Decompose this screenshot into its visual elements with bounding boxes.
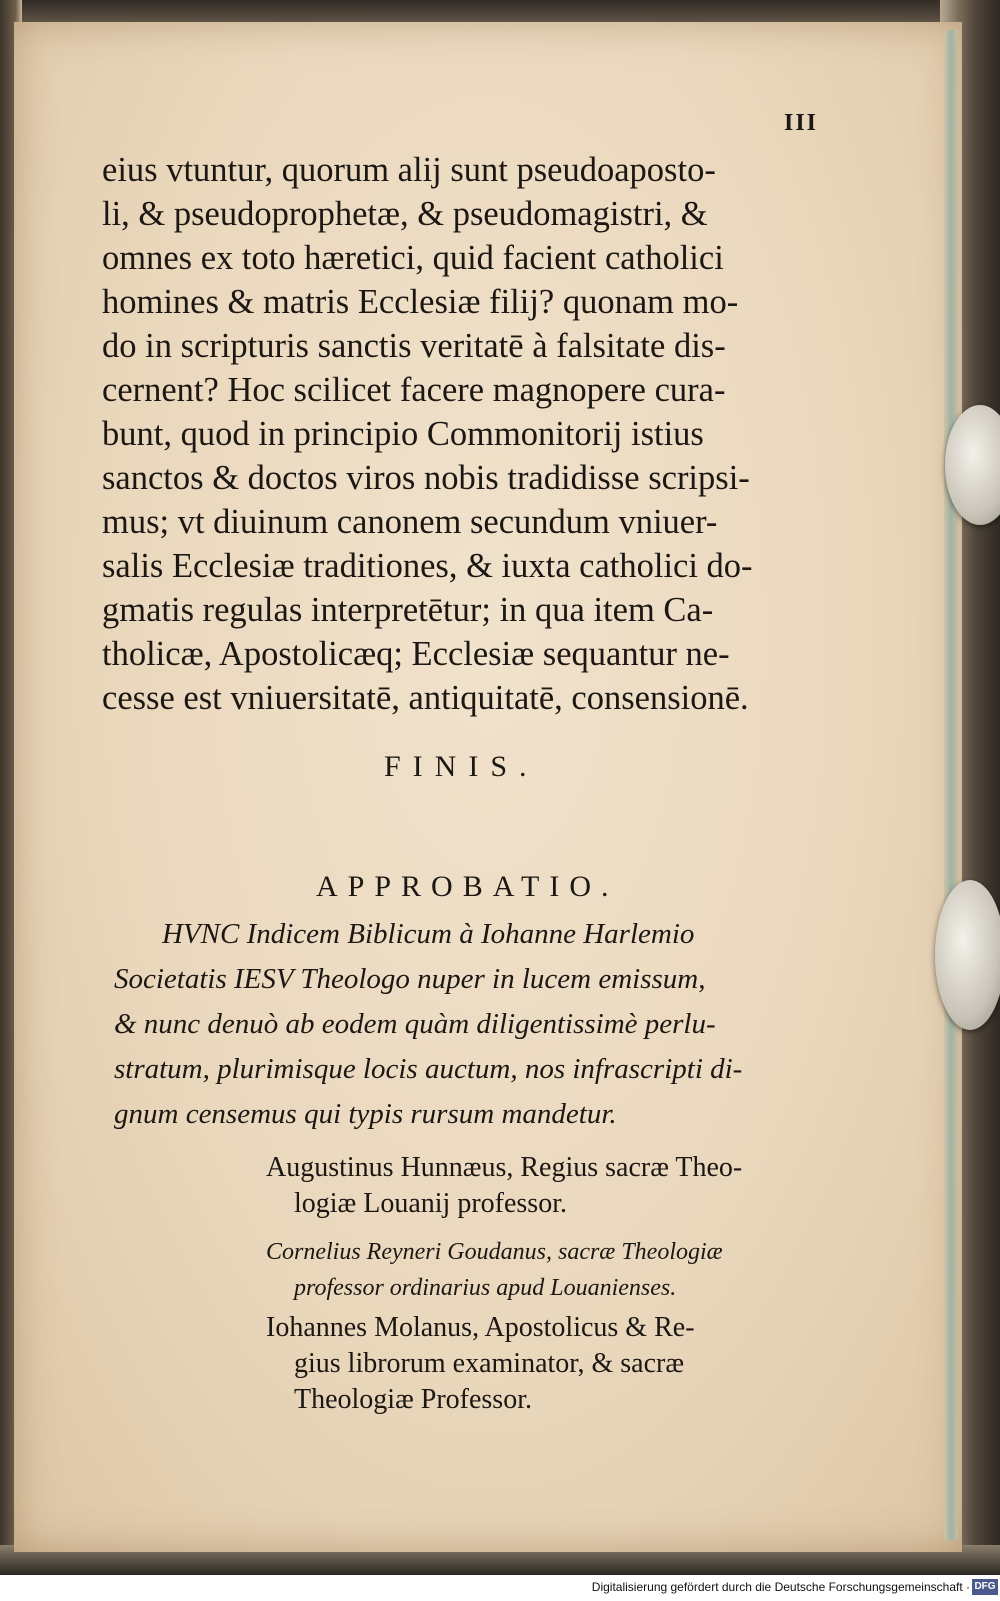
approbatio-body xyxy=(114,912,874,1137)
approbatio-line: Societatis IESV Theologo nuper in lucem emissum, xyxy=(114,963,706,995)
body-line: eius vtuntur, quorum alij sunt pseudoaposto- xyxy=(102,151,716,189)
page-fore-edge xyxy=(944,30,958,1540)
body-line: omnes ex toto hæretici, quid facient catholici xyxy=(102,239,724,277)
signature-line: Iohannes Molanus, Apostolicus & Re- xyxy=(266,1312,695,1343)
clasp-lower xyxy=(935,880,1000,1030)
body-line: mus; vt diuinum canonem secundum vniuer- xyxy=(102,503,718,541)
signature-line: Augustinus Hunnæus, Regius sacræ Theo- xyxy=(266,1152,743,1183)
signature-line: Theologiæ Professor. xyxy=(294,1384,532,1415)
signature-hunnaeus xyxy=(266,1150,866,1222)
body-line: cernent? Hoc scilicet facere magnopere cura- xyxy=(102,371,726,409)
body-line: do in scripturis sanctis veritatē à falsitate dis- xyxy=(102,327,726,365)
body-line: sanctos & doctos viros nobis tradidisse scripsi- xyxy=(102,459,750,497)
approbatio-title: APPROBATIO. xyxy=(316,870,619,903)
body-text xyxy=(102,148,862,720)
body-line: bunt, quod in principio Commonitorij istius xyxy=(102,415,704,453)
body-line: li, & pseudoprophetæ, & pseudomagistri, & xyxy=(102,195,708,233)
dfg-logo: DFG xyxy=(972,1579,998,1595)
signature-line: logiæ Louanij professor. xyxy=(294,1188,567,1219)
signature-goudanus xyxy=(266,1234,866,1306)
body-line: homines & matris Ecclesiæ filij? quonam mo- xyxy=(102,283,739,321)
approbatio-line: stratum, plurimisque locis auctum, nos infrascripti di- xyxy=(114,1053,743,1085)
funding-credit: Digitalisierung gefördert durch die Deutsche Forschungsgemeinschaft · xyxy=(591,1580,970,1594)
approbatio-line: HVNC Indicem Biblicum à Iohanne Harlemio xyxy=(162,918,695,950)
body-line: gmatis regulas interpretētur; in qua item Ca- xyxy=(102,591,714,629)
signature-line: gius librorum examinator, & sacræ xyxy=(294,1348,685,1379)
folio-number: III xyxy=(784,110,819,136)
signature-molanus xyxy=(266,1310,866,1418)
body-line: cesse est vniuersitatē, antiquitatē, consensionē. xyxy=(102,679,749,717)
book-page xyxy=(14,22,962,1552)
approbatio-line: & nunc denuò ab eodem quàm diligentissimè perlu- xyxy=(114,1008,716,1040)
signature-line: professor ordinarius apud Louanienses. xyxy=(294,1275,677,1301)
footer-bar xyxy=(0,1575,1000,1601)
body-line: salis Ecclesiæ traditiones, & iuxta catholici do- xyxy=(102,547,753,585)
approbatio-line: gnum censemus qui typis rursum mandetur. xyxy=(114,1098,617,1130)
signature-line: Cornelius Reyneri Goudanus, sacræ Theologiæ xyxy=(266,1239,723,1265)
finis-heading: FINIS. xyxy=(384,750,539,783)
body-line: tholicæ, Apostolicæq; Ecclesiæ sequantur ne- xyxy=(102,635,730,673)
